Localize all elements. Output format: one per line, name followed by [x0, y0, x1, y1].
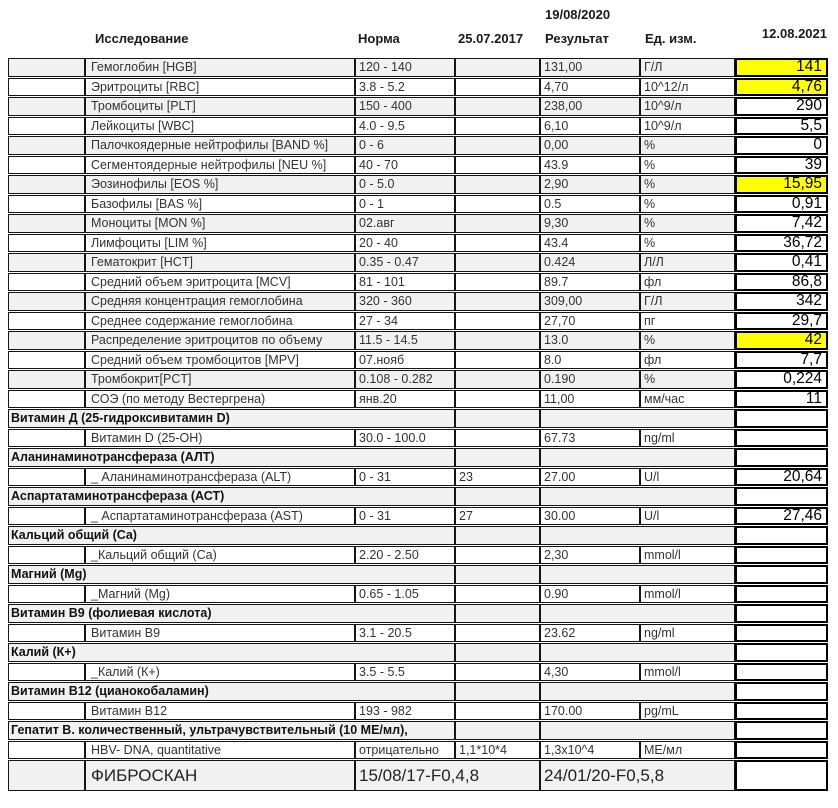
- value-2021-cell: 7,7: [735, 351, 828, 370]
- norm-cell: 07.нояб: [355, 351, 455, 370]
- test-name-cell: Гемоглобин [HGB]: [85, 58, 355, 77]
- section-title-cell: Калий (К+): [8, 643, 455, 662]
- test-name-cell: HBV- DNA, quantitative: [85, 741, 355, 760]
- value-2017-cell: [455, 604, 540, 623]
- test-name-cell: Средний объем тромбоцитов [MPV]: [85, 351, 355, 370]
- table-row: [8, 234, 828, 253]
- value-2021-cell: 86,8: [735, 273, 828, 292]
- norm-cell: 20 - 40: [355, 234, 455, 253]
- unit-cell: фл: [640, 273, 735, 292]
- value-2021-cell: 27,46: [735, 507, 828, 526]
- test-name-cell: Среднее содержание гемоглобина: [85, 312, 355, 331]
- result-date-2020-label: 19/08/2020: [545, 7, 611, 22]
- row-margin-cell: [8, 78, 85, 97]
- unit-cell: МЕ/мл: [640, 741, 735, 760]
- result-2020-cell: 170.00: [540, 702, 640, 721]
- test-name-cell: Моноциты [MON %]: [85, 214, 355, 233]
- value-2021-cell: 5,5: [735, 117, 828, 136]
- value-2017-cell: [455, 97, 540, 116]
- table-row: [8, 624, 828, 643]
- section-title-cell: Витамин В9 (фолиевая кислота): [8, 604, 455, 623]
- section-title-cell: Витамин Д (25-гидроксивитамин D): [8, 409, 455, 428]
- value-2017-cell: [455, 78, 540, 97]
- row-margin-cell: [8, 585, 85, 604]
- value-2017-cell: [455, 429, 540, 448]
- result-2020-cell: 89.7: [540, 273, 640, 292]
- value-2017-cell: [455, 721, 540, 740]
- value-2017-cell: [455, 58, 540, 77]
- result-2020-cell: 1,3x10^4: [540, 741, 640, 760]
- value-2017-cell: [455, 156, 540, 175]
- fibroscan-2017-cell: 15/08/17-F0,4,8: [355, 760, 540, 791]
- table-row: [8, 507, 828, 526]
- value-2021-cell: [735, 760, 828, 791]
- value-2017-cell: [455, 682, 540, 701]
- row-margin-cell: [8, 331, 85, 350]
- result-2020-cell: 0.190: [540, 370, 640, 389]
- value-2017-cell: [455, 195, 540, 214]
- norm-cell: 320 - 360: [355, 292, 455, 311]
- norm-cell: 11.5 - 14.5: [355, 331, 455, 350]
- result-2020-cell: 4,70: [540, 78, 640, 97]
- row-margin-cell: [8, 468, 85, 487]
- row-margin-cell: [8, 156, 85, 175]
- norm-cell: 2.20 - 2.50: [355, 546, 455, 565]
- row-margin-cell: [8, 351, 85, 370]
- value-2021-cell: [735, 702, 828, 721]
- row-margin-cell: [8, 760, 85, 791]
- value-2017-cell: [455, 663, 540, 682]
- unit-cell: U/l: [640, 468, 735, 487]
- table-row: [8, 156, 828, 175]
- norm-cell: 4.0 - 9.5: [355, 117, 455, 136]
- unit-cell: %: [640, 370, 735, 389]
- result-2020-cell: 0.5: [540, 195, 640, 214]
- norm-cell: 0 - 31: [355, 468, 455, 487]
- value-2017-cell: [455, 370, 540, 389]
- row-margin-cell: [8, 195, 85, 214]
- result-2020-cell: [540, 604, 735, 623]
- unit-cell: %: [640, 234, 735, 253]
- table-row: [8, 390, 828, 409]
- test-name-cell: Лимфоциты [LIM %]: [85, 234, 355, 253]
- result-2020-cell: [540, 526, 735, 545]
- value-2021-cell: [735, 487, 828, 506]
- unit-cell: ng/ml: [640, 624, 735, 643]
- table-row: [8, 195, 828, 214]
- test-name-cell: Распределение эритроцитов по объему: [85, 331, 355, 350]
- result-2020-cell: 9,30: [540, 214, 640, 233]
- row-margin-cell: [8, 507, 85, 526]
- norm-cell: 02.авг: [355, 214, 455, 233]
- result-2020-cell: 238,00: [540, 97, 640, 116]
- unit-cell: U/l: [640, 507, 735, 526]
- test-name-cell: _Магний (Mg): [85, 585, 355, 604]
- test-name-cell: Средняя концентрация гемоглобина: [85, 292, 355, 311]
- unit-cell: ng/ml: [640, 429, 735, 448]
- table-row: [8, 741, 828, 760]
- section-row: [8, 448, 828, 467]
- lab-results-table: [8, 57, 828, 792]
- value-2021-cell: [735, 663, 828, 682]
- value-2017-cell: [455, 175, 540, 194]
- norm-cell: 27 - 34: [355, 312, 455, 331]
- value-2021-cell: 42: [735, 331, 828, 350]
- unit-cell: %: [640, 136, 735, 155]
- value-2021-cell: 36,72: [735, 234, 828, 253]
- table-row: [8, 292, 828, 311]
- col-header-unit: Ед. изм.: [645, 31, 697, 46]
- table-row: [8, 78, 828, 97]
- value-2021-cell: [735, 585, 828, 604]
- row-margin-cell: [8, 370, 85, 389]
- result-2020-cell: 4,30: [540, 663, 640, 682]
- test-name-cell: Базофилы [BAS %]: [85, 195, 355, 214]
- unit-cell: мм/час: [640, 390, 735, 409]
- row-margin-cell: [8, 546, 85, 565]
- table-row: [8, 214, 828, 233]
- section-title-cell: Гепатит В. количественный, ультрачувствительный (10 МЕ/мл),: [8, 721, 455, 740]
- unit-cell: Г/Л: [640, 292, 735, 311]
- result-2020-cell: 0,00: [540, 136, 640, 155]
- result-2020-cell: 309,00: [540, 292, 640, 311]
- test-name-cell: _Кальций общий (Ca): [85, 546, 355, 565]
- value-2017-cell: [455, 409, 540, 428]
- norm-cell: 81 - 101: [355, 273, 455, 292]
- table-row: [8, 253, 828, 272]
- section-row: [8, 565, 828, 584]
- result-2020-cell: [540, 448, 735, 467]
- result-2020-cell: 67.73: [540, 429, 640, 448]
- result-2020-cell: 2,90: [540, 175, 640, 194]
- value-2017-cell: [455, 214, 540, 233]
- test-name-cell: Средний объем эритроцита [MCV]: [85, 273, 355, 292]
- norm-cell: 0 - 1: [355, 195, 455, 214]
- result-2020-cell: 43.4: [540, 234, 640, 253]
- value-2021-cell: [735, 409, 828, 428]
- value-2021-cell: 15,95: [735, 175, 828, 194]
- unit-cell: mmol/l: [640, 585, 735, 604]
- value-2017-cell: [455, 702, 540, 721]
- value-2017-cell: [455, 234, 540, 253]
- value-2017-cell: [455, 292, 540, 311]
- result-2020-cell: 27.00: [540, 468, 640, 487]
- test-name-cell: Витамин D (25-OH): [85, 429, 355, 448]
- norm-cell: 3.5 - 5.5: [355, 663, 455, 682]
- norm-cell: 120 - 140: [355, 58, 455, 77]
- section-row: [8, 604, 828, 623]
- value-2017-cell: [455, 117, 540, 136]
- table-row: [8, 58, 828, 77]
- norm-cell: 0.108 - 0.282: [355, 370, 455, 389]
- value-2017-cell: [455, 253, 540, 272]
- result-2020-cell: 6,10: [540, 117, 640, 136]
- table-row: [8, 663, 828, 682]
- value-2017-cell: [455, 312, 540, 331]
- result-2020-cell: [540, 721, 735, 740]
- value-2021-cell: [735, 604, 828, 623]
- result-2020-cell: 27,70: [540, 312, 640, 331]
- result-2020-cell: 43.9: [540, 156, 640, 175]
- result-2020-cell: [540, 643, 735, 662]
- result-2020-cell: 8.0: [540, 351, 640, 370]
- unit-cell: 10^9/л: [640, 117, 735, 136]
- value-2021-cell: [735, 448, 828, 467]
- table-row: [8, 546, 828, 565]
- row-margin-cell: [8, 175, 85, 194]
- table-row: [8, 351, 828, 370]
- table-row: [8, 429, 828, 448]
- table-row: [8, 136, 828, 155]
- value-2021-cell: 29,7: [735, 312, 828, 331]
- value-2021-cell: [735, 546, 828, 565]
- unit-cell: %: [640, 175, 735, 194]
- result-2020-cell: 131,00: [540, 58, 640, 77]
- section-title-cell: Аспартатаминотрансфераза (АСТ): [8, 487, 455, 506]
- table-row: [8, 702, 828, 721]
- table-row: [8, 273, 828, 292]
- unit-cell: %: [640, 195, 735, 214]
- test-name-cell: Витамин В9: [85, 624, 355, 643]
- row-margin-cell: [8, 702, 85, 721]
- unit-cell: фл: [640, 351, 735, 370]
- result-2020-cell: 11,00: [540, 390, 640, 409]
- unit-cell: %: [640, 214, 735, 233]
- value-2017-cell: 1,1*10*4: [455, 741, 540, 760]
- result-2020-cell: 23.62: [540, 624, 640, 643]
- test-name-cell: Эозинофилы [EOS %]: [85, 175, 355, 194]
- value-2017-cell: [455, 331, 540, 350]
- value-2021-cell: [735, 526, 828, 545]
- unit-cell: пг: [640, 312, 735, 331]
- value-2021-cell: 4,76: [735, 78, 828, 97]
- col-header-date-2017: 25.07.2017: [458, 31, 524, 46]
- test-name-cell: Витамин В12: [85, 702, 355, 721]
- table-row: [8, 331, 828, 350]
- section-row: [8, 487, 828, 506]
- row-margin-cell: [8, 97, 85, 116]
- value-2017-cell: [455, 624, 540, 643]
- table-row: [8, 117, 828, 136]
- norm-cell: 0.65 - 1.05: [355, 585, 455, 604]
- section-title-cell: Витамин В12 (цианокобаламин): [8, 682, 455, 701]
- test-name-cell: _ Аланинаминотрансфераза (ALT): [85, 468, 355, 487]
- test-name-cell: Тромбоциты [PLT]: [85, 97, 355, 116]
- result-2020-cell: 2,30: [540, 546, 640, 565]
- row-margin-cell: [8, 663, 85, 682]
- value-2017-cell: [455, 273, 540, 292]
- unit-cell: 10^9/л: [640, 97, 735, 116]
- value-2017-cell: [455, 136, 540, 155]
- test-name-cell: СОЭ (по методу Вестергрена): [85, 390, 355, 409]
- section-row: [8, 526, 828, 545]
- col-header-result: Результат: [545, 31, 609, 46]
- table-row: [8, 585, 828, 604]
- value-2021-cell: 0: [735, 136, 828, 155]
- test-name-cell: Эритроциты [RBC]: [85, 78, 355, 97]
- col-header-date-2021: 12.08.2021: [761, 26, 827, 41]
- row-margin-cell: [8, 429, 85, 448]
- section-row: [8, 682, 828, 701]
- result-2020-cell: [540, 409, 735, 428]
- unit-cell: mmol/l: [640, 663, 735, 682]
- row-margin-cell: [8, 624, 85, 643]
- value-2017-cell: [455, 643, 540, 662]
- value-2021-cell: [735, 721, 828, 740]
- result-2020-cell: [540, 682, 735, 701]
- row-margin-cell: [8, 253, 85, 272]
- value-2021-cell: [735, 429, 828, 448]
- row-margin-cell: [8, 390, 85, 409]
- value-2021-cell: 0,224: [735, 370, 828, 389]
- unit-cell: Л/Л: [640, 253, 735, 272]
- section-row: [8, 721, 828, 740]
- norm-cell: 0 - 6: [355, 136, 455, 155]
- table-row: [8, 175, 828, 194]
- test-name-cell: Лейкоциты [WBC]: [85, 117, 355, 136]
- unit-cell: Г/Л: [640, 58, 735, 77]
- norm-cell: 150 - 400: [355, 97, 455, 116]
- row-margin-cell: [8, 117, 85, 136]
- value-2021-cell: 11: [735, 390, 828, 409]
- result-2020-cell: 0.90: [540, 585, 640, 604]
- value-2021-cell: [735, 624, 828, 643]
- fibroscan-label-cell: ФИБРОСКАН: [85, 760, 355, 791]
- col-header-test: Исследование: [95, 31, 189, 46]
- unit-cell: pg/mL: [640, 702, 735, 721]
- row-margin-cell: [8, 292, 85, 311]
- value-2017-cell: [455, 546, 540, 565]
- value-2021-cell: [735, 565, 828, 584]
- row-margin-cell: [8, 58, 85, 77]
- norm-cell: 3.8 - 5.2: [355, 78, 455, 97]
- section-title-cell: Магний (Mg): [8, 565, 455, 584]
- norm-cell: отрицательно: [355, 741, 455, 760]
- value-2021-cell: 290: [735, 97, 828, 116]
- value-2021-cell: 7,42: [735, 214, 828, 233]
- table-row: [8, 370, 828, 389]
- result-2020-cell: 30.00: [540, 507, 640, 526]
- test-name-cell: _Калий (К+): [85, 663, 355, 682]
- value-2021-cell: 39: [735, 156, 828, 175]
- value-2017-cell: [455, 526, 540, 545]
- value-2021-cell: 0,91: [735, 195, 828, 214]
- value-2017-cell: [455, 565, 540, 584]
- row-margin-cell: [8, 136, 85, 155]
- section-row: [8, 643, 828, 662]
- unit-cell: %: [640, 331, 735, 350]
- value-2021-cell: [735, 741, 828, 760]
- value-2021-cell: 141: [735, 58, 828, 77]
- norm-cell: 0 - 5.0: [355, 175, 455, 194]
- value-2017-cell: 27: [455, 507, 540, 526]
- result-2020-cell: [540, 487, 735, 506]
- value-2017-cell: [455, 487, 540, 506]
- test-name-cell: _ Аспартатаминотрансфераза (AST): [85, 507, 355, 526]
- norm-cell: 30.0 - 100.0: [355, 429, 455, 448]
- row-margin-cell: [8, 741, 85, 760]
- value-2017-cell: 23: [455, 468, 540, 487]
- col-header-norm: Норма: [358, 31, 400, 46]
- unit-cell: mmol/l: [640, 546, 735, 565]
- test-name-cell: Тромбокрит[PCT]: [85, 370, 355, 389]
- norm-cell: 3.1 - 20.5: [355, 624, 455, 643]
- value-2021-cell: 342: [735, 292, 828, 311]
- unit-cell: 10^12/л: [640, 78, 735, 97]
- result-2020-cell: 0.424: [540, 253, 640, 272]
- section-title-cell: Аланинаминотрансфераза (АЛТ): [8, 448, 455, 467]
- section-title-cell: Кальций общий (Ca): [8, 526, 455, 545]
- value-2021-cell: 0,41: [735, 253, 828, 272]
- row-margin-cell: [8, 273, 85, 292]
- fibroscan-2020-cell: 24/01/20-F0,5,8: [540, 760, 735, 791]
- table-row: [8, 468, 828, 487]
- result-2020-cell: 13.0: [540, 331, 640, 350]
- norm-cell: янв.20: [355, 390, 455, 409]
- norm-cell: 193 - 982: [355, 702, 455, 721]
- test-name-cell: Палочкоядерные нейтрофилы [BAND %]: [85, 136, 355, 155]
- value-2021-cell: [735, 643, 828, 662]
- lab-table-body: [8, 58, 828, 791]
- value-2021-cell: 20,64: [735, 468, 828, 487]
- test-name-cell: Сегментоядерные нейтрофилы [NEU %]: [85, 156, 355, 175]
- table-row: [8, 97, 828, 116]
- unit-cell: %: [640, 156, 735, 175]
- row-margin-cell: [8, 312, 85, 331]
- value-2021-cell: [735, 682, 828, 701]
- value-2017-cell: [455, 585, 540, 604]
- row-margin-cell: [8, 234, 85, 253]
- table-row: [8, 760, 828, 791]
- section-row: [8, 409, 828, 428]
- value-2017-cell: [455, 390, 540, 409]
- value-2017-cell: [455, 351, 540, 370]
- table-row: [8, 312, 828, 331]
- value-2017-cell: [455, 448, 540, 467]
- norm-cell: 40 - 70: [355, 156, 455, 175]
- row-margin-cell: [8, 214, 85, 233]
- test-name-cell: Гематокрит [HCT]: [85, 253, 355, 272]
- result-2020-cell: [540, 565, 735, 584]
- norm-cell: 0 - 31: [355, 507, 455, 526]
- norm-cell: 0.35 - 0.47: [355, 253, 455, 272]
